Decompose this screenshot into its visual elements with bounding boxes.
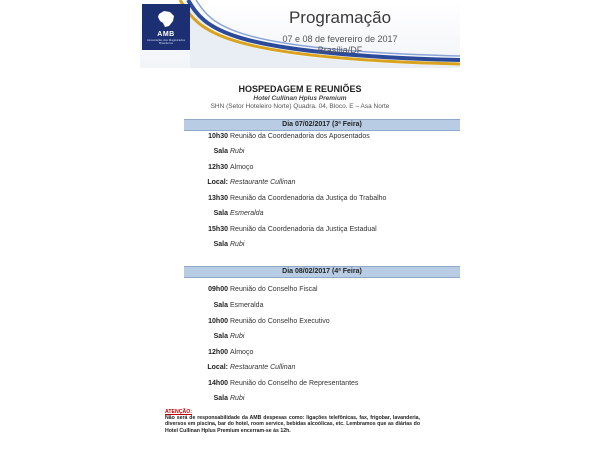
row-desc: Restaurante Cullinan [230, 179, 296, 186]
row-desc: Rubi [230, 395, 245, 402]
schedule-row [190, 362, 460, 374]
event-city: Brasília/DF [317, 45, 363, 55]
schedule-row [190, 284, 460, 296]
notice-label: ATENÇÃO: [165, 409, 192, 415]
row-time: 15h30 [208, 226, 228, 233]
row-desc: Reunião da Coordenadoria dos Aposentados [230, 133, 370, 140]
row-desc: Rubi [230, 148, 245, 155]
row-time: Local: [207, 179, 228, 186]
row-desc: Reunião da Coordenadoria da Justiça do Trabalho [230, 195, 387, 202]
hotel-name: Hotel Cullinan Hplus Premium [253, 95, 347, 102]
notice-text: Não será de responsabilidade da AMB despesas como: ligações telefônicas, fax, frigobar, lavanderia, diversos em piscina, bar do hotel, room service, bebidas alcoólicas, etc. Lembramos que as diárias do Hotel Cullinan Hplus Premium encerram-se às 12h. [165, 415, 420, 434]
schedule-row [190, 300, 460, 312]
row-time: 12h00 [208, 349, 228, 356]
schedule-row [190, 393, 460, 405]
hotel-info [140, 84, 460, 110]
attention-notice [165, 409, 420, 434]
schedule-row [190, 131, 460, 143]
schedule-row [190, 331, 460, 343]
row-desc: Rubi [230, 241, 245, 248]
brazil-map-icon [155, 8, 177, 30]
logo-text: AMB [157, 31, 175, 38]
row-time: 14h00 [208, 380, 228, 387]
header-banner [140, 0, 460, 68]
schedule-row [190, 193, 460, 205]
page-title: Programação [288, 8, 392, 27]
row-desc: Rubi [230, 333, 245, 340]
row-time: Sala [213, 210, 228, 217]
row-desc: Reunião do Conselho de Representantes [230, 380, 359, 387]
logo-subtitle: Associação dos Magistrados Brasileiros [146, 38, 186, 45]
row-desc: Restaurante Cullinan [230, 364, 296, 371]
hotel-address: SHN (Setor Hoteleiro Norte) Quadra. 04, Bloco. E – Asa Norte [210, 103, 390, 110]
event-dates: 07 e 08 de fevereiro de 2017 [282, 34, 398, 44]
row-time: 09h00 [208, 286, 228, 293]
row-desc: Almoço [230, 164, 254, 171]
row-time: 13h30 [208, 195, 228, 202]
row-desc: Esmeralda [230, 210, 264, 217]
row-time: Sala [213, 302, 228, 309]
row-time: 12h30 [208, 164, 228, 171]
schedule-row [190, 146, 460, 158]
row-desc: Almoço [230, 349, 254, 356]
schedule-row [190, 162, 460, 174]
row-time: Sala [213, 148, 228, 155]
row-desc: Reunião da Coordenadoria da Justiça Estadual [230, 226, 377, 233]
amb-logo [142, 4, 190, 50]
program-page [140, 0, 460, 450]
schedule-row [190, 378, 460, 390]
schedule-row [190, 316, 460, 328]
row-time: Sala [213, 241, 228, 248]
schedule-row [190, 177, 460, 189]
hotel-heading: HOSPEDAGEM E REUNIÕES [238, 84, 362, 94]
day-header-1: Dia 07/02/2017 (3ª Feira) [184, 119, 460, 131]
row-time: Sala [213, 395, 228, 402]
row-desc: Esmeralda [230, 302, 264, 309]
schedule-row [190, 208, 460, 220]
day-header-2: Dia 08/02/2017 (4ª Feira) [184, 266, 460, 278]
row-time: Local: [207, 364, 228, 371]
row-time: Sala [213, 333, 228, 340]
row-time: 10h00 [208, 318, 228, 325]
schedule-row [190, 224, 460, 236]
row-time: 10h30 [208, 133, 228, 140]
schedule-row [190, 239, 460, 251]
row-desc: Reunião do Conselho Fiscal [230, 286, 318, 293]
row-desc: Reunião do Conselho Executivo [230, 318, 330, 325]
schedule-row [190, 347, 460, 359]
